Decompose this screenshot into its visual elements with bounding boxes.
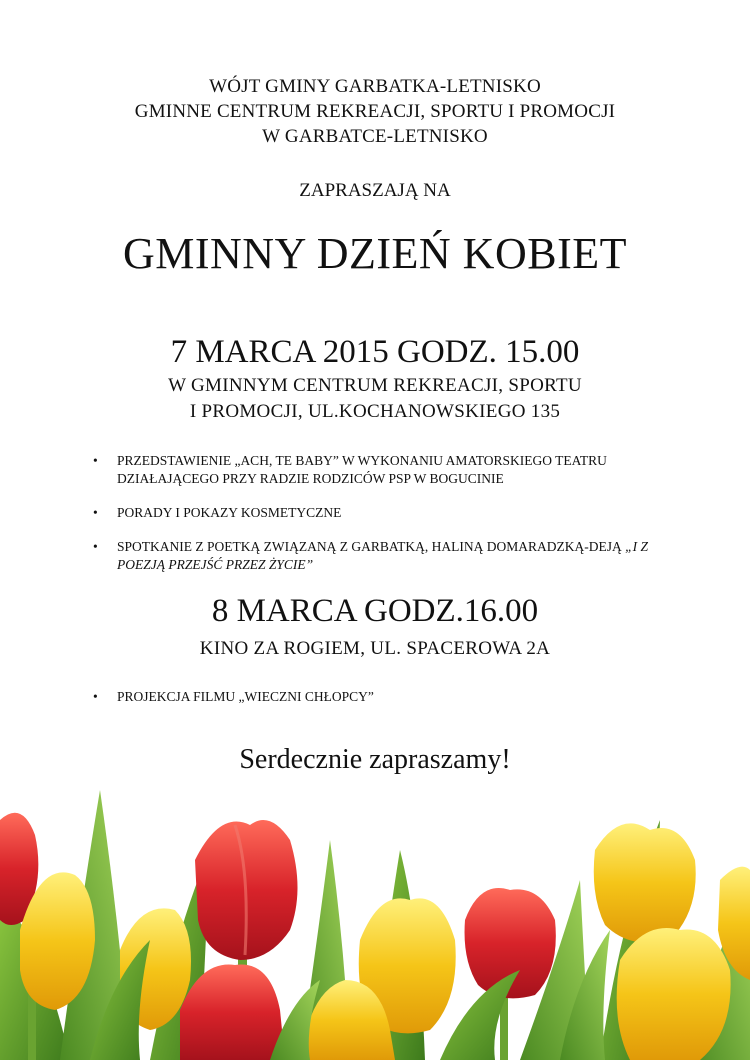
day1-program-list (93, 452, 693, 590)
list-item-text: PRZEDSTAWIENIE „ACH, TE BABY” W WYKONANIU AMATORSKIEGO TEATRU DZIAŁAJĄCEGO PRZY RADZIE RODZICÓW PSP W BOGUCINIE (117, 453, 607, 486)
list-item (93, 504, 693, 522)
bullet-icon: • (93, 505, 98, 520)
tulips-illustration (0, 780, 750, 1060)
closing-greeting: Serdecznie zapraszamy! (239, 744, 511, 775)
organizers-block (0, 74, 750, 149)
organizer-line-3: W GARBATCE-LETNISKO (262, 126, 488, 147)
organizer-line-1: WÓJT GMINY GARBATKA-LETNISKO (209, 76, 541, 97)
list-item-text: PORADY I POKAZY KOSMETYCZNE (117, 505, 342, 520)
list-item-text: SPOTKANIE Z POETKĄ ZWIĄZANĄ Z GARBATKĄ, HALINĄ DOMARADZKĄ-DEJĄ (117, 539, 626, 554)
day1-venue-line-2: I PROMOCJI, UL.KOCHANOWSKIEGO 135 (189, 401, 561, 422)
day2-program-list (93, 688, 693, 722)
day1-date: 7 MARCA 2015 GODZ. 15.00 (170, 334, 580, 370)
list-item (93, 452, 693, 488)
invite-text: ZAPRASZAJĄ NA (299, 180, 451, 201)
list-item-text: PROJEKCJA FILMU „WIECZNI CHŁOPCY” (117, 689, 374, 704)
bullet-icon: • (93, 453, 98, 468)
bullet-icon: • (93, 689, 98, 704)
event-title: GMINNY DZIEŃ KOBIET (122, 229, 627, 278)
bullet-icon: • (93, 539, 98, 554)
day2-date: 8 MARCA GODZ.16.00 (211, 593, 539, 629)
list-item (93, 538, 693, 574)
day2-venue: KINO ZA ROGIEM, UL. SPACEROWA 2A (199, 638, 551, 659)
organizer-line-2: GMINNE CENTRUM REKREACJI, SPORTU I PROMOCJI (134, 101, 616, 122)
day1-venue (0, 373, 750, 425)
day1-venue-line-1: W GMINNYM CENTRUM REKREACJI, SPORTU (168, 375, 582, 396)
list-item (93, 688, 693, 706)
poetry-title: „I Z POEZJĄ PRZEJŚĆ PRZEZ ŻYCIE” (117, 539, 648, 572)
